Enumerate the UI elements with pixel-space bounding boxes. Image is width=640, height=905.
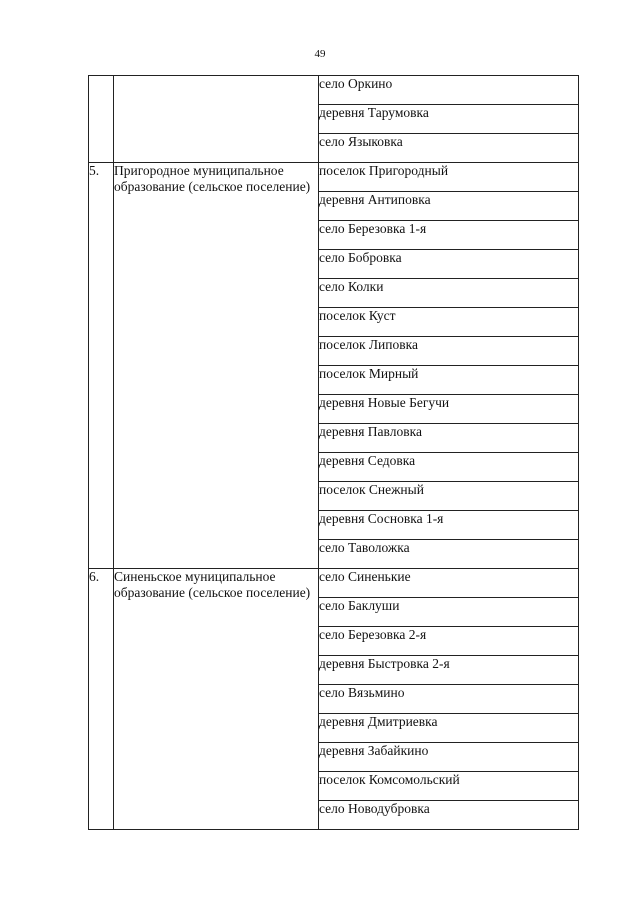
municipality-name: Пригородное муниципальное образование (сельское поселение) [114, 163, 311, 194]
settlement-cell [319, 627, 579, 656]
settlement-name: село Вязьмино [319, 685, 405, 700]
settlement-name: село Березовка 2-я [319, 627, 427, 642]
municipality-cell [114, 163, 319, 569]
settlement-name: деревня Антиповка [319, 192, 431, 207]
settlement-name: деревня Быстровка 2-я [319, 656, 450, 671]
settlement-cell [319, 714, 579, 743]
settlement-name: село Колки [319, 279, 384, 294]
municipality-cell [114, 569, 319, 830]
settlement-cell [319, 105, 579, 134]
municipality-cell [114, 76, 319, 163]
settlement-name: деревня Седовка [319, 453, 416, 468]
row-number: 5. [89, 163, 100, 178]
settlement-name: деревня Сосновка 1-я [319, 511, 444, 526]
settlement-cell [319, 540, 579, 569]
settlement-name: поселок Липовка [319, 337, 418, 352]
settlement-cell [319, 656, 579, 685]
table-row [89, 569, 579, 598]
settlement-cell [319, 279, 579, 308]
settlement-name: поселок Мирный [319, 366, 419, 381]
settlement-name: село Таволожка [319, 540, 410, 555]
settlement-cell [319, 743, 579, 772]
settlement-name: поселок Снежный [319, 482, 424, 497]
settlement-cell [319, 250, 579, 279]
page-number: 49 [314, 48, 326, 60]
settlement-cell [319, 801, 579, 830]
settlement-cell [319, 134, 579, 163]
settlement-name: деревня Дмитриевка [319, 714, 438, 729]
settlement-name: деревня Забайкино [319, 743, 429, 758]
settlement-cell [319, 192, 579, 221]
settlement-cell [319, 685, 579, 714]
settlement-cell [319, 221, 579, 250]
settlement-cell [319, 395, 579, 424]
settlement-cell [319, 772, 579, 801]
settlement-name: деревня Павловка [319, 424, 422, 439]
settlement-cell [319, 482, 579, 511]
settlement-cell [319, 308, 579, 337]
settlement-name: поселок Комсомольский [319, 772, 460, 787]
settlement-name: село Синенькие [319, 569, 411, 584]
settlement-name: село Новодубровка [319, 801, 430, 816]
settlement-cell [319, 598, 579, 627]
row-number-cell [89, 163, 114, 569]
settlement-cell [319, 163, 579, 192]
settlement-cell [319, 76, 579, 105]
settlement-name: село Бобровка [319, 250, 402, 265]
settlement-cell [319, 366, 579, 395]
table-row [89, 76, 579, 105]
settlement-cell [319, 511, 579, 540]
settlement-name: деревня Новые Бегучи [319, 395, 450, 410]
settlement-name: село Баклуши [319, 598, 400, 613]
municipality-name: Синеньское муниципальное образование (сельское поселение) [114, 569, 311, 600]
settlement-cell [319, 424, 579, 453]
settlement-name: село Языковка [319, 134, 403, 149]
settlement-cell [319, 453, 579, 482]
settlement-name: поселок Куст [319, 308, 396, 323]
settlement-name: поселок Пригородный [319, 163, 449, 178]
row-number: 6. [89, 569, 100, 584]
settlement-name: село Оркино [319, 76, 393, 91]
table-row [89, 163, 579, 192]
settlements-table [88, 75, 579, 830]
settlement-name: село Березовка 1-я [319, 221, 427, 236]
row-number-cell [89, 76, 114, 163]
row-number-cell [89, 569, 114, 830]
settlements-table-body [89, 76, 579, 830]
settlement-cell [319, 569, 579, 598]
settlement-name: деревня Тарумовка [319, 105, 429, 120]
settlement-cell [319, 337, 579, 366]
